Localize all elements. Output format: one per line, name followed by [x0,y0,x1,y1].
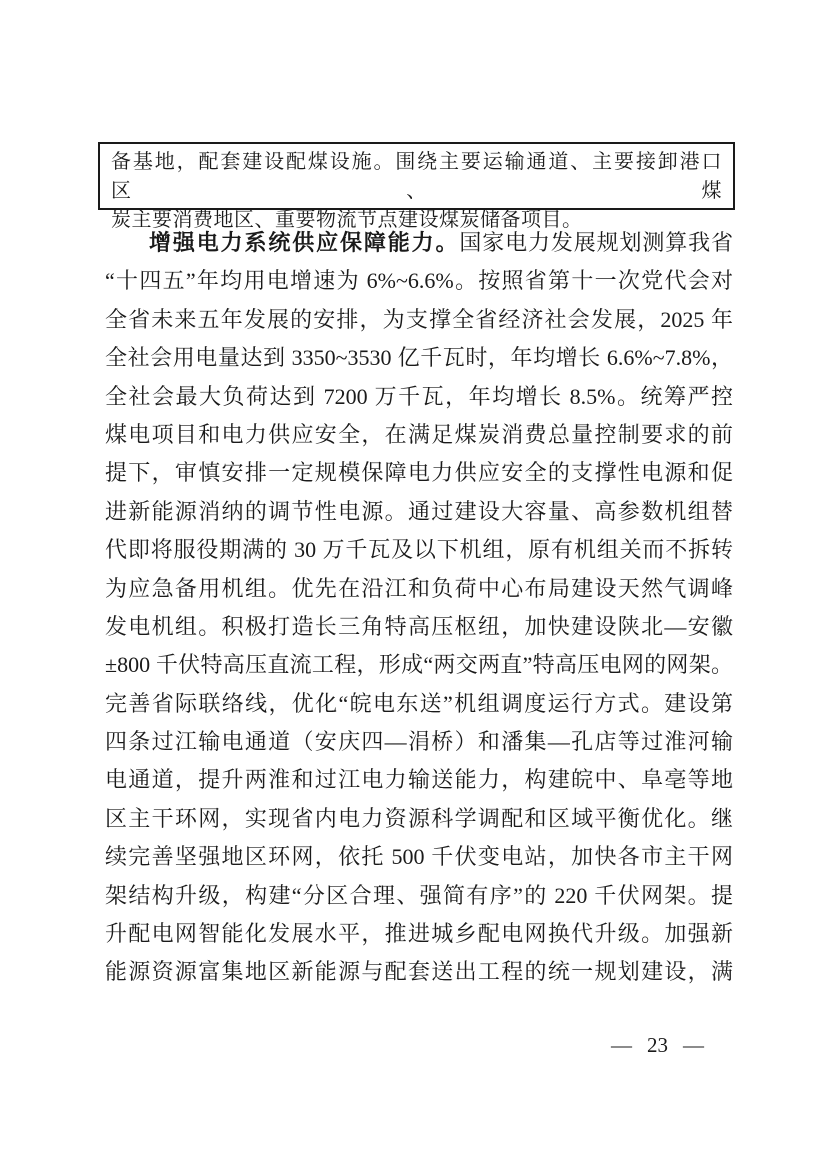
text-line: 为应急备用机组。优先在沿江和负荷中心布局建设天然气调峰 [105,575,733,601]
paragraph-first-line [105,224,733,262]
text-line: 续完善坚强地区环网，依托 500 千伏变电站，加快各市主干网 [105,844,733,870]
footer-right-dash: — [683,1033,704,1057]
text-line: 区主干环网，实现省内电力资源科学调配和区域平衡优化。继 [105,805,733,831]
footer-left-dash: — [611,1033,632,1057]
text-line: 发电机组。积极打造长三角特高压枢纽，加快建设陕北—安徽 [105,613,733,639]
text-line: 升配电网智能化发展水平，推进城乡配电网换代升级。加强新 [105,921,733,947]
paragraph-lead-bold: 增强电力系统供应保障能力。 [149,230,460,255]
boxed-note [98,142,735,231]
paragraph-lines [105,262,733,991]
text-line: 煤电项目和电力供应安全，在满足煤炭消费总量控制要求的前 [105,421,733,447]
text-line: 四条过江输电通道（安庆四—涓桥）和潘集—孔店等过淮河输 [105,729,733,755]
text-line: 全省未来五年发展的安排，为支撑全省经济社会发展，2025 年 [105,306,733,332]
paragraph-first-line-rest: 国家电力发展规划测算我省 [459,230,733,255]
text-line: 全社会用电量达到 3350~3530 亿千瓦时，年均增长 6.6%~7.8%， [105,345,733,371]
text-line: 架结构升级，构建“分区合理、强简有序”的 220 千伏网架。提 [105,882,733,908]
body-paragraph [105,224,733,992]
text-line: 提下，审慎安排一定规模保障电力供应安全的支撑性电源和促 [105,460,733,486]
text-line: 进新能源消纳的调节性电源。通过建设大容量、高参数机组替 [105,498,733,524]
text-line: 全社会最大负荷达到 7200 万千瓦，年均增长 8.5%。统筹严控 [105,383,733,409]
text-line: 代即将服役期满的 30 万千瓦及以下机组，原有机组关而不拆转 [105,537,733,563]
page-number: 23 [647,1033,668,1057]
text-line: 炭主要消费地区、重要物流节点建设煤炭储备项目。 [111,209,583,231]
text-line: 完善省际联络线，优化“皖电东送”机组调度运行方式。建设第 [105,690,734,716]
page-footer [611,1033,704,1058]
text-line: 能源资源富集地区新能源与配套送出工程的统一规划建设，满 [105,959,733,985]
text-line: 电通道，提升两淮和过江电力输送能力，构建皖中、阜亳等地 [105,767,733,793]
text-line: 备基地，配套建设配煤设施。围绕主要运输通道、主要接卸港口区、煤 [111,151,722,202]
text-line: ±800 千伏特高压直流工程，形成“两交两直”特高压电网的网架。 [105,652,733,678]
text-line: “十四五”年均用电增速为 6%~6.6%。按照省第十一次党代会对 [105,268,733,294]
